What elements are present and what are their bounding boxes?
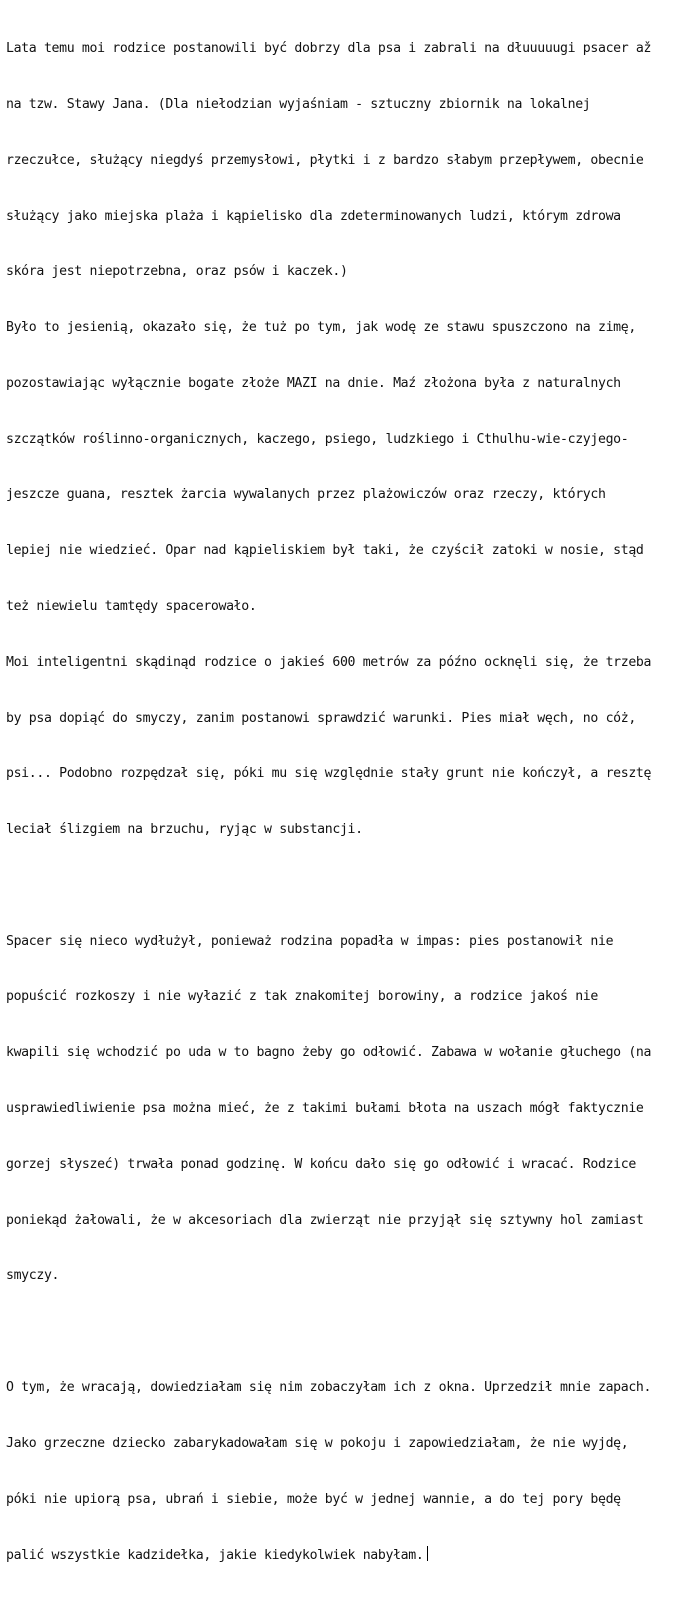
text-line bbox=[6, 877, 692, 896]
text-line: poniekąd żałowali, że w akcesoriach dla zwierząt nie przyjął się sztywny hol zamiast bbox=[6, 1212, 644, 1228]
text-line: leciał ślizgiem na brzuchu, ryjąc w substancji. bbox=[6, 822, 363, 838]
text-line: popuścić rozkoszy i nie wyłazić z tak znakomitej borowiny, a rodzice jakoś nie bbox=[6, 989, 598, 1005]
text-line: na tzw. Stawy Jana. (Dla niełodzian wyjaśniam - sztuczny zbiornik na lokalnej bbox=[6, 96, 591, 112]
text-line: Lata temu moi rodzice postanowili być dobrzy dla psa i zabrali na dłuuuuugi psacer až bbox=[6, 41, 652, 57]
text-line: póki nie upiorą psa, ubrań i siebie, może być w jednej wannie, a do tej pory będę bbox=[6, 1491, 621, 1507]
editor-text-content[interactable] bbox=[6, 3, 692, 1602]
text-line: smyczy. bbox=[6, 1268, 60, 1284]
text-line: lepiej nie wiedzieć. Opar nad kąpieliskiem był taki, że czyścił zatoki w nosie, stąd bbox=[6, 543, 644, 559]
text-line: służący jako miejska plaża i kąpielisko dla zdeterminowanych ludzi, którym zdrowa bbox=[6, 208, 621, 224]
text-line: Było to jesienią, okazało się, że tuż po tym, jak wodę ze stawu spuszczono na zimę, bbox=[6, 320, 636, 336]
text-line: O tym, że wracają, dowiedziałam się nim zobaczyłam ich z okna. Uprzedził mnie zapach. bbox=[6, 1379, 652, 1395]
text-line: gorzej słyszeć) trwała ponad godzinę. W końcu dało się go odłowić i wracać. Rodzice bbox=[6, 1156, 636, 1172]
text-line: jeszcze guana, resztek żarcia wywalanych przez plażowiczów oraz rzeczy, których bbox=[6, 487, 606, 503]
text-line: by psa dopiąć do smyczy, zanim postanowi sprawdzić warunki. Pies miał węch, no cóż, bbox=[6, 710, 636, 726]
text-line-last bbox=[6, 1546, 692, 1565]
text-line: kwapili się wchodzić po uda w to bagno żeby go odłowić. Zabawa w wołanie głuchego (na bbox=[6, 1045, 652, 1061]
text-line bbox=[6, 1323, 692, 1342]
text-line: skóra jest niepotrzebna, oraz psów i kaczek.) bbox=[6, 264, 348, 280]
text-line-last-content: palić wszystkie kadzidełka, jakie kiedykolwiek nabyłam. bbox=[6, 1548, 424, 1564]
text-line: szczątków roślinno-organicznych, kaczego, psiego, ludzkiego i Cthulhu-wie-czyjego- bbox=[6, 431, 629, 447]
text-line: Moi inteligentni skądinąd rodzice o jakieś 600 metrów za późno ocknęli się, że trzeba bbox=[6, 654, 652, 670]
text-line: usprawiedliwienie psa można mieć, że z takimi bułami błota na uszach mógł faktycznie bbox=[6, 1101, 644, 1117]
text-line: psi... Podobno rozpędzał się, póki mu się względnie stały grunt nie kończył, a resztę bbox=[6, 766, 652, 782]
text-line: pozostawiając wyłącznie bogate złoże MAZI na dnie. Maź złożona była z naturalnych bbox=[6, 375, 621, 391]
text-line: rzeczułce, służący niegdyś przemysłowi, płytki i z bardzo słabym przepływem, obecnie bbox=[6, 152, 644, 168]
text-line: też niewielu tamtędy spacerowało. bbox=[6, 599, 257, 614]
text-caret bbox=[427, 1546, 428, 1561]
text-line: Spacer się nieco wydłużył, ponieważ rodzina popadła w impas: pies postanowił nie bbox=[6, 933, 614, 949]
text-line: Jako grzeczne dziecko zabarykadowałam się w pokoju i zapowiedziałam, że nie wyjdę, bbox=[6, 1435, 629, 1451]
